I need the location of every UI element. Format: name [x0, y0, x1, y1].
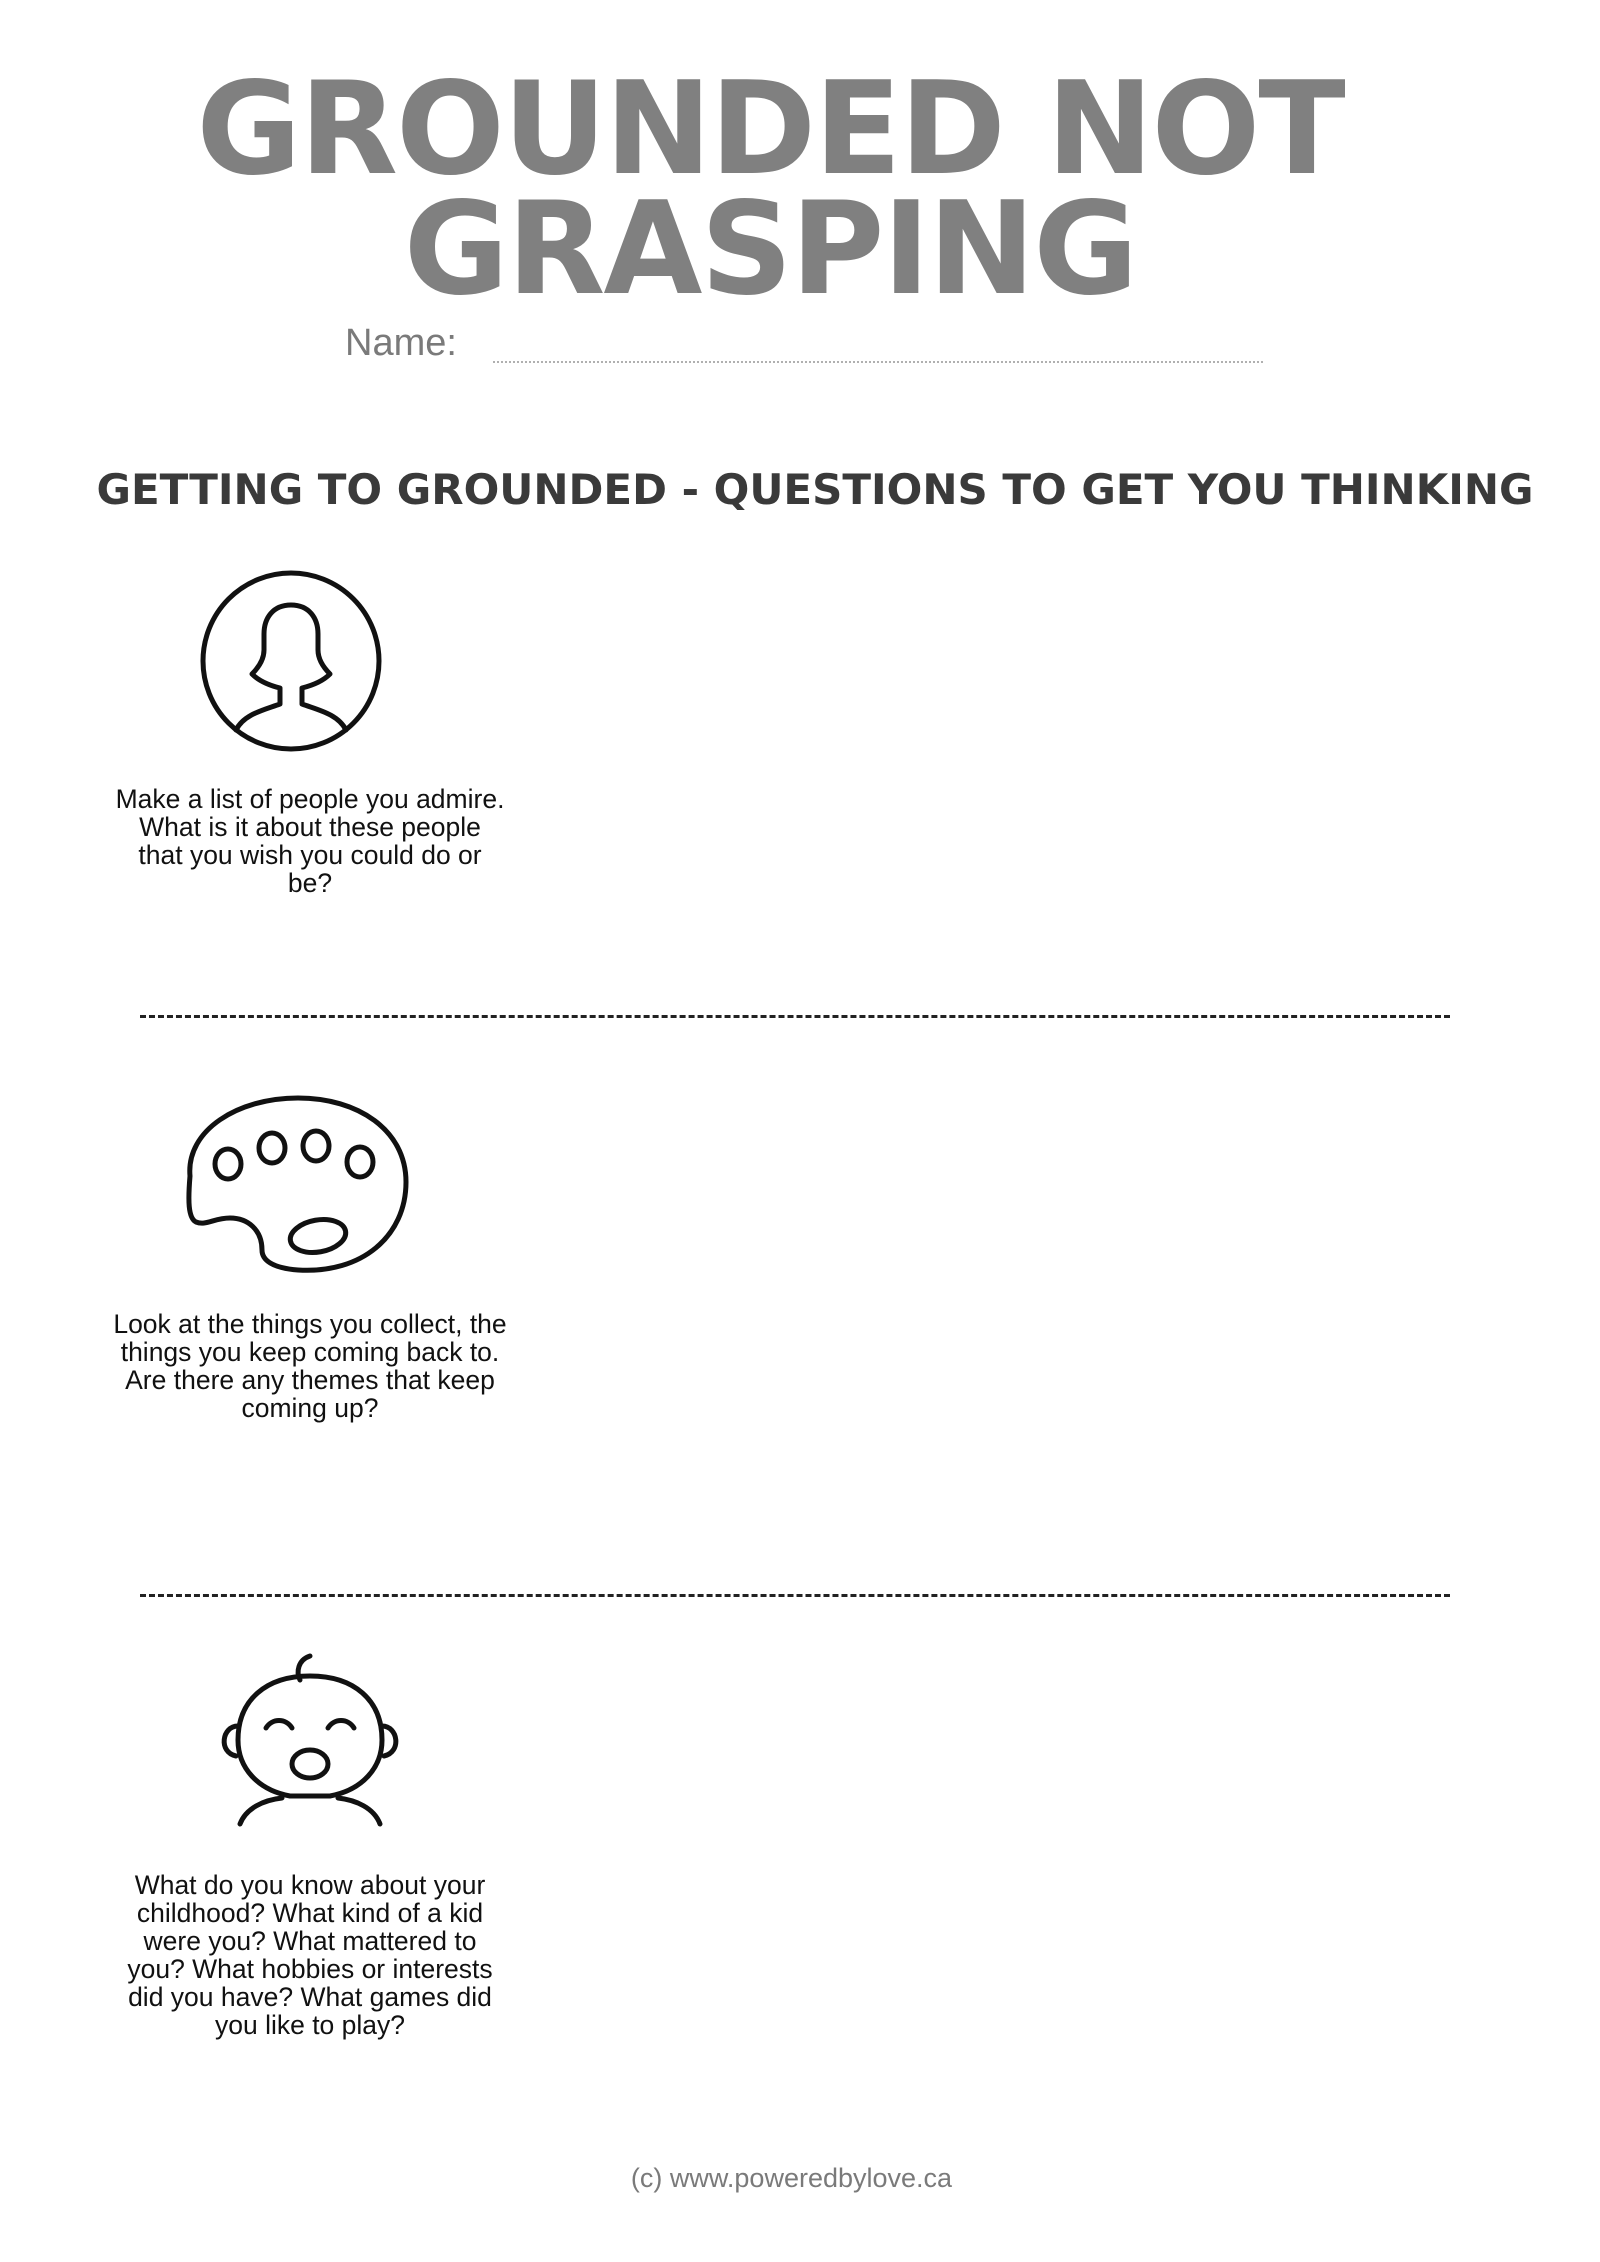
palette-icon — [178, 1090, 412, 1276]
section-divider-1 — [140, 1015, 1450, 1018]
section-divider-2 — [140, 1594, 1450, 1597]
baby-face-icon — [212, 1648, 408, 1834]
name-write-line[interactable] — [493, 361, 1263, 363]
section-heading: GETTING TO GROUNDED - QUESTIONS TO GET YOU THINKING — [96, 465, 1534, 514]
title-line-2: GRASPING — [403, 175, 1137, 324]
person-icon — [198, 568, 384, 754]
question-1-text: Make a list of people you admire. What is it about these people that you wish you could do or be? — [115, 784, 505, 898]
footer-copyright: (c) www.poweredbylove.ca — [630, 2163, 953, 2193]
name-field — [345, 320, 1275, 370]
question-2-text: Look at the things you collect, the things you keep coming back to. Are there any themes that keep coming up? — [113, 1309, 507, 1423]
title-line-1: GROUNDED NOT — [196, 55, 1344, 204]
question-3-text: What do you know about your childhood? What kind of a kid were you? What mattered to you? What hobbies or interests did you have? What games did you like to play? — [127, 1870, 493, 2040]
name-label: Name: — [345, 322, 457, 364]
